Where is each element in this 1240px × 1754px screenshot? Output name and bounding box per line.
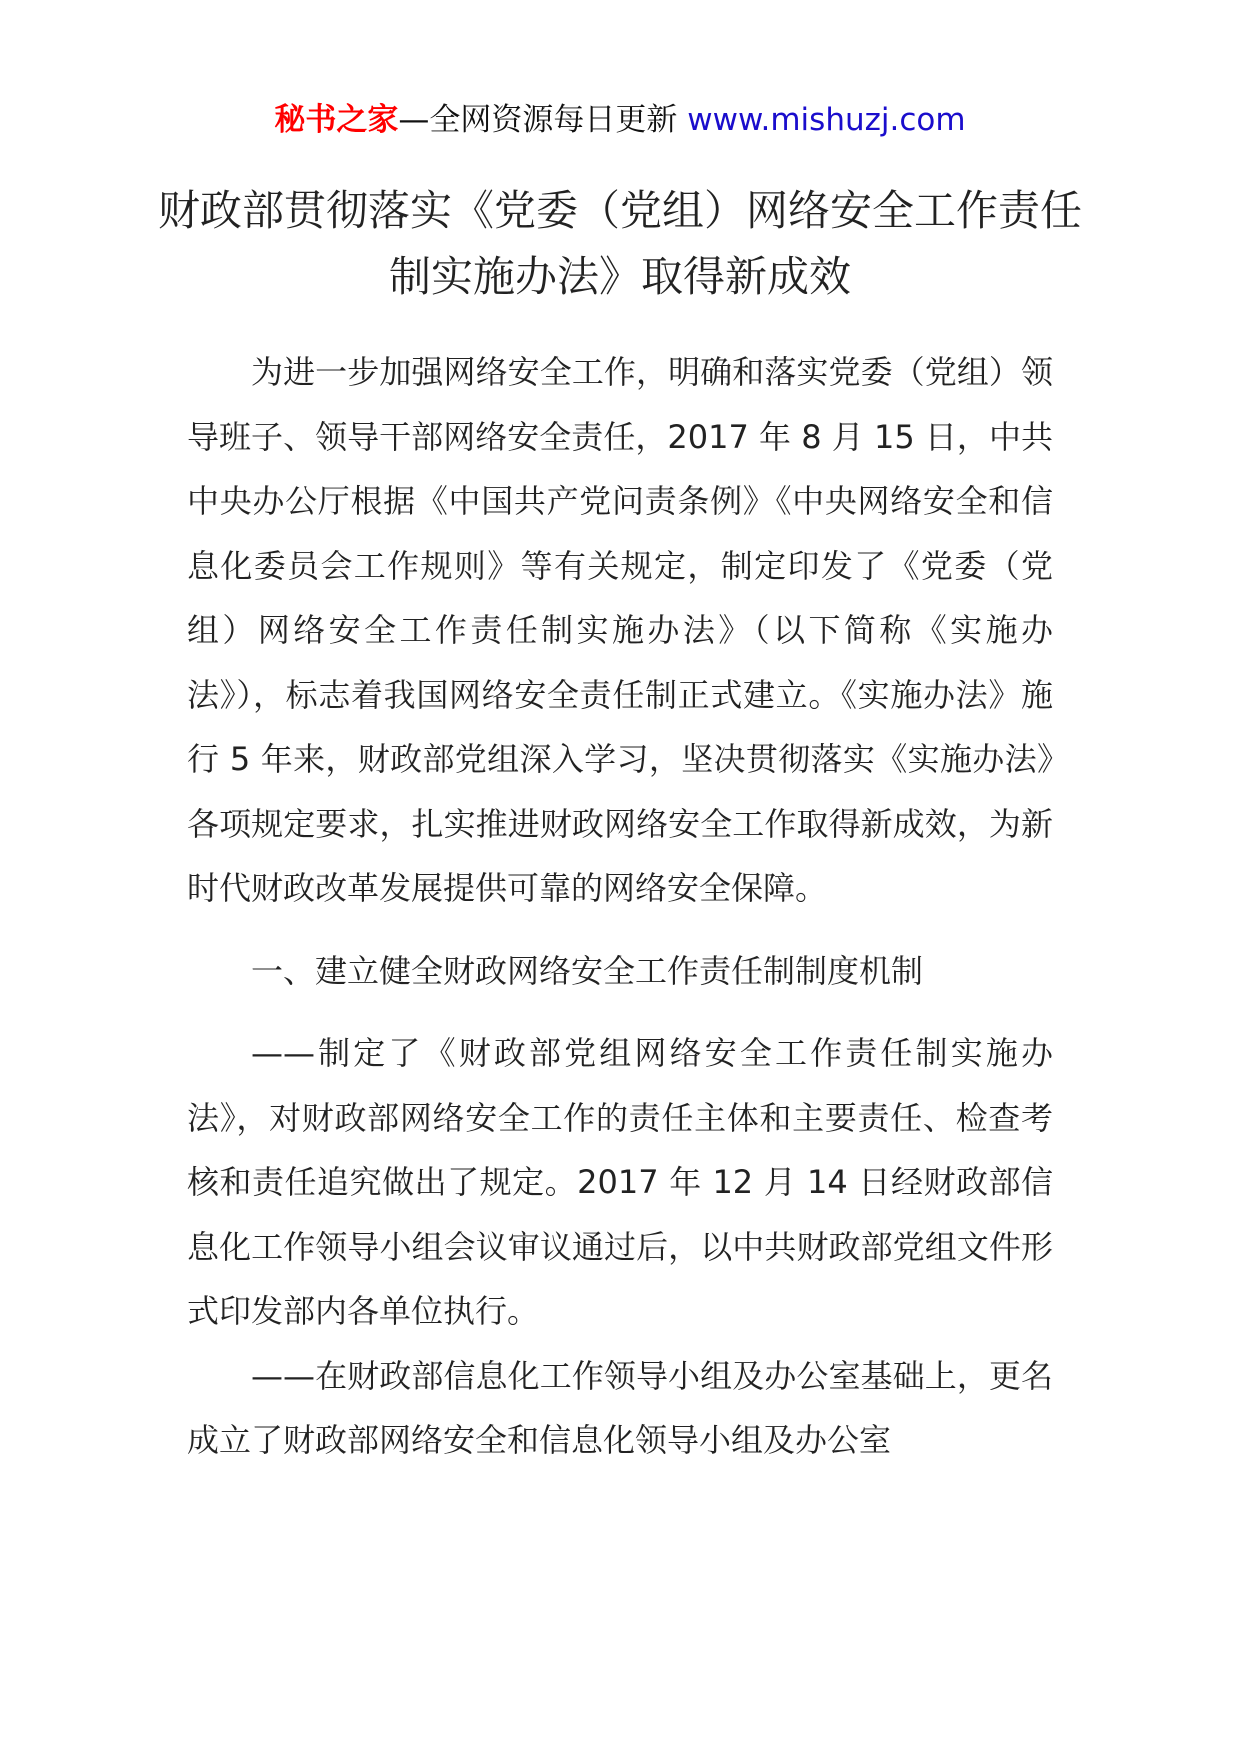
site-header — [0, 100, 1240, 140]
paragraph-intro: 为进一步加强网络安全工作，明确和落实党委（党组）领导班子、领导干部网络安全责任，2017 年 8 月 15 日，中共中央办公厅根据《中国共产党问责条例》《中央网络安全和信息化委员会工作规则》等有关规定，制定印发了《党委（党组）网络安全工作责任制实施办法》（以下简称《实施办法》），标志着我国网络安全责任制正式建立。《实施办法》施行 5 年来，财政部党组深入学习，坚决贯彻落实《实施办法》各项规定要求，扎实推进财政网络安全工作取得新成效，为新时代财政改革发展提供可靠的网络安全保障。 — [187, 353, 1053, 907]
paragraph-item-1: ——制定了《财政部党组网络安全工作责任制实施办法》，对财政部网络安全工作的责任主体和主要责任、检查考核和责任追究做出了规定。2017 年 12 月 14 日经财政部信息化工作领导小组会议审议通过后，以中共财政部党组文件形式印发部内各单位执行。 — [187, 1034, 1053, 1330]
site-url-link[interactable]: www.mishuzj.com — [687, 102, 966, 138]
site-tagline: —全网资源每日更新 — [398, 102, 688, 138]
document-title: 财政部贯彻落实《党委（党组）网络安全工作责任制实施办法》取得新成效 — [157, 186, 1082, 301]
site-brand: 秘书之家 — [274, 102, 399, 138]
section-heading-1: 一、建立健全财政网络安全工作责任制制度机制 — [251, 951, 924, 990]
paragraph-item-2: ——在财政部信息化工作领导小组及办公室基础上，更名成立了财政部网络安全和信息化领导小组及办公室 — [187, 1356, 1053, 1459]
document-body — [187, 340, 1053, 1473]
